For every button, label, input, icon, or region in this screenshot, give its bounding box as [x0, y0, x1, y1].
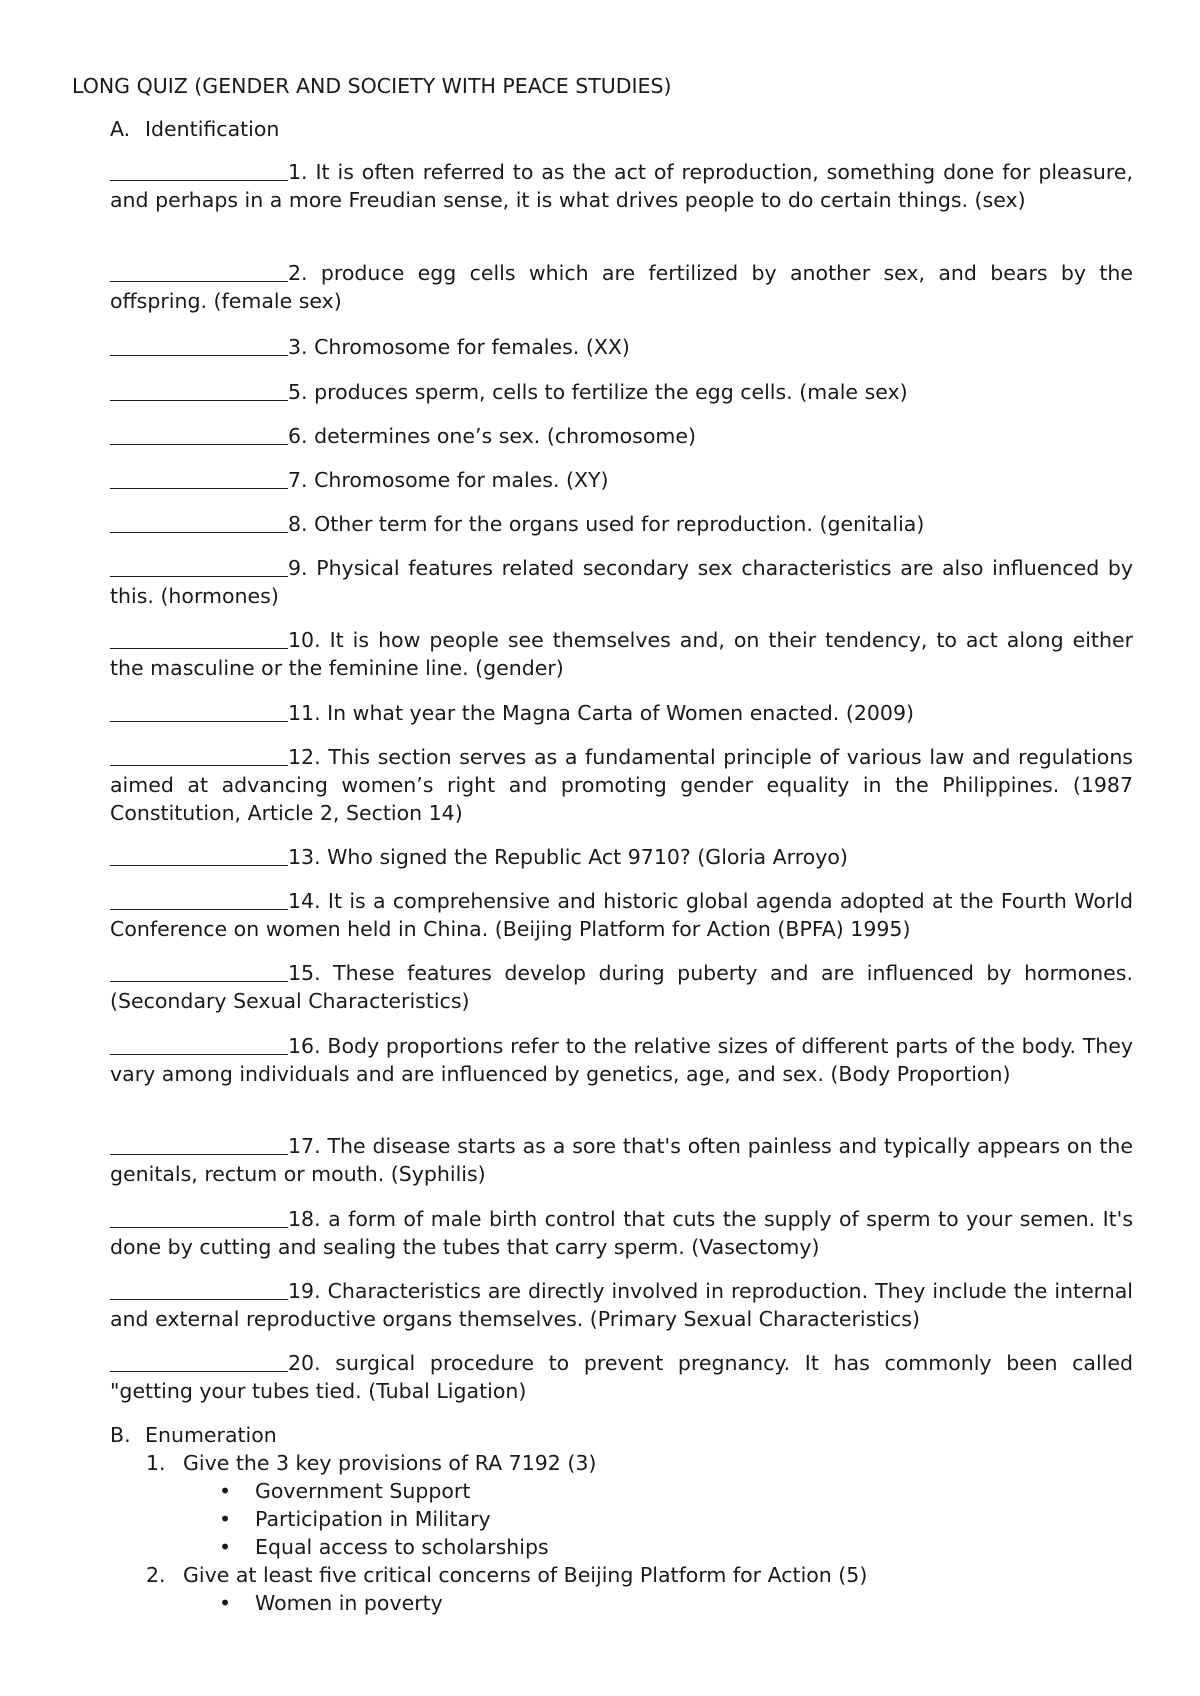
answer-blank — [110, 745, 288, 766]
identification-item — [110, 1205, 1133, 1261]
answer-text: Women in poverty — [255, 1591, 443, 1615]
section-a-title: Identification — [145, 117, 280, 141]
page-title: LONG QUIZ (GENDER AND SOCIETY WITH PEACE STUDIES) — [72, 74, 672, 98]
item-text: 13. Who signed the Republic Act 9710? (Gloria Arroyo) — [288, 845, 848, 869]
identification-item — [110, 699, 1133, 727]
item-text: 20. surgical procedure to prevent pregnancy. It has commonly been called "getting your tubes tied. (Tubal Ligation) — [110, 1351, 1133, 1403]
item-text: 2. produce egg cells which are fertilized by another sex, and bears by the offspring. (female sex) — [110, 261, 1133, 313]
answer-blank — [110, 701, 288, 722]
identification-item — [110, 1132, 1133, 1188]
identification-item — [110, 887, 1133, 943]
question-text: Give the 3 key provisions of RA 7192 (3) — [183, 1451, 597, 1475]
item-text: 8. Other term for the organs used for reproduction. (genitalia) — [288, 512, 925, 536]
bullet-icon: • — [219, 1591, 232, 1615]
answer-blank — [110, 1207, 288, 1228]
item-text: 3. Chromosome for females. (XX) — [288, 335, 630, 359]
enumeration-question — [146, 1561, 867, 1589]
item-text: 10. It is how people see themselves and, on their tendency, to act along either the masculine or the feminine line. (gender) — [110, 628, 1133, 680]
identification-item — [110, 626, 1133, 682]
item-text: 9. Physical features related secondary sex characteristics are also influenced by this. (hormones) — [110, 556, 1133, 608]
identification-item — [110, 259, 1133, 315]
section-b-heading — [110, 1421, 277, 1449]
answer-blank — [110, 1351, 288, 1372]
answer-text: Participation in Military — [255, 1507, 491, 1531]
enumeration-question — [146, 1449, 596, 1477]
item-text: 7. Chromosome for males. (XY) — [288, 468, 609, 492]
bullet-icon: • — [219, 1479, 232, 1503]
item-text: 6. determines one’s sex. (chromosome) — [288, 424, 696, 448]
answer-bullet — [219, 1505, 491, 1533]
identification-item — [110, 158, 1133, 214]
identification-item — [110, 422, 1133, 450]
answer-blank — [110, 889, 288, 910]
answer-blank — [110, 380, 288, 401]
identification-item — [110, 554, 1133, 610]
answer-blank — [110, 628, 288, 649]
section-b-letter: B. — [110, 1423, 131, 1447]
answer-blank — [110, 160, 288, 181]
section-b-title: Enumeration — [145, 1423, 277, 1447]
item-text: 17. The disease starts as a sore that's often painless and typically appears on the genitals, rectum or mouth. (Syphilis) — [110, 1134, 1133, 1186]
question-number: 1. — [146, 1451, 166, 1475]
identification-item — [110, 843, 1133, 871]
answer-text: Government Support — [255, 1479, 471, 1503]
answer-text: Equal access to scholarships — [255, 1535, 549, 1559]
answer-blank — [110, 556, 288, 577]
item-text: 5. produces sperm, cells to fertilize the egg cells. (male sex) — [288, 380, 908, 404]
item-text: 12. This section serves as a fundamental principle of various law and regulations aimed at advancing women’s right and promoting gender equality in the Philippines. (1987 Constitution, Article 2, Section 14) — [110, 745, 1133, 825]
answer-bullet — [219, 1533, 549, 1561]
identification-item — [110, 466, 1133, 494]
item-text: 18. a form of male birth control that cuts the supply of sperm to your semen. It's done by cutting and sealing the tubes that carry sperm. (Vasectomy) — [110, 1207, 1133, 1259]
section-a-heading — [110, 115, 279, 143]
identification-item — [110, 1349, 1133, 1405]
answer-bullet — [219, 1477, 470, 1505]
bullet-icon: • — [219, 1507, 232, 1531]
item-text: 11. In what year the Magna Carta of Women enacted. (2009) — [288, 701, 914, 725]
question-number: 2. — [146, 1563, 166, 1587]
section-a-letter: A. — [110, 117, 131, 141]
identification-item — [110, 378, 1133, 406]
identification-item — [110, 959, 1133, 1015]
answer-blank — [110, 1134, 288, 1155]
answer-blank — [110, 845, 288, 866]
answer-bullet — [219, 1589, 443, 1617]
answer-blank — [110, 961, 288, 982]
identification-item — [110, 743, 1133, 827]
identification-item — [110, 510, 1133, 538]
item-text: 15. These features develop during puberty and are influenced by hormones. (Secondary Sexual Characteristics) — [110, 961, 1133, 1013]
answer-blank — [110, 1279, 288, 1300]
item-text: 14. It is a comprehensive and historic global agenda adopted at the Fourth World Conference on women held in China. (Beijing Platform for Action (BPFA) 1995) — [110, 889, 1133, 941]
question-text: Give at least five critical concerns of Beijing Platform for Action (5) — [183, 1563, 868, 1587]
answer-blank — [110, 468, 288, 489]
item-text: 16. Body proportions refer to the relative sizes of different parts of the body. They vary among individuals and are influenced by genetics, age, and sex. (Body Proportion) — [110, 1034, 1133, 1086]
answer-blank — [110, 512, 288, 533]
answer-blank — [110, 335, 288, 356]
item-text: 1. It is often referred to as the act of reproduction, something done for pleasure, and perhaps in a more Freudian sense, it is what drives people to do certain things. (sex) — [110, 160, 1133, 212]
answer-blank — [110, 424, 288, 445]
identification-item — [110, 333, 1133, 361]
answer-blank — [110, 261, 288, 282]
item-text: 19. Characteristics are directly involved in reproduction. They include the internal and external reproductive organs themselves. (Primary Sexual Characteristics) — [110, 1279, 1133, 1331]
answer-blank — [110, 1034, 288, 1055]
bullet-icon: • — [219, 1535, 232, 1559]
identification-item — [110, 1032, 1133, 1088]
identification-item — [110, 1277, 1133, 1333]
